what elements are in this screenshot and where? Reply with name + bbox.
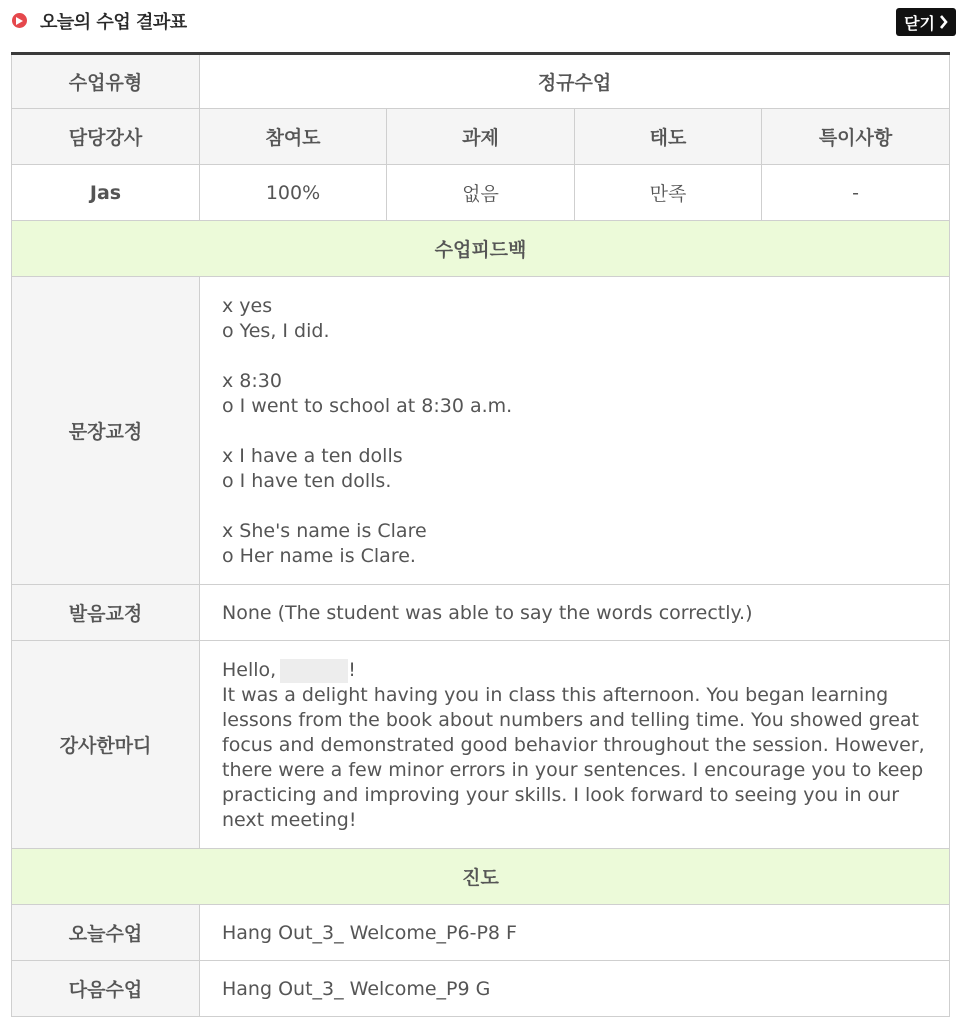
column-header-notes: 특이사항 — [762, 109, 950, 165]
sentence-corrections — [200, 277, 950, 585]
correction-right: o Her name is Clare. — [222, 545, 416, 567]
result-header — [12, 4, 956, 38]
correction-right: o Yes, I did. — [222, 320, 330, 342]
sentence-correction-label: 문장교정 — [12, 277, 200, 585]
notes-value: - — [762, 165, 950, 221]
feedback-section-header: 수업피드백 — [12, 221, 950, 277]
pronunciation-value: None (The student was able to say the words correctly.) — [200, 585, 950, 641]
correction-wrong: x I have a ten dolls — [222, 445, 403, 467]
correction-item — [222, 369, 948, 419]
table-row — [12, 585, 950, 641]
correction-item — [222, 444, 948, 494]
chevron-right-icon — [939, 15, 948, 29]
attitude-value: 만족 — [575, 165, 762, 221]
play-circle-icon — [12, 13, 27, 28]
close-button-label: 닫기 — [904, 13, 935, 33]
homework-value: 없음 — [387, 165, 575, 221]
column-header-participation: 참여도 — [200, 109, 387, 165]
class-result-table — [11, 52, 950, 1017]
comment-body: It was a delight having you in class this afternoon. You began learning lessons from the book about numbers and telling time. You showed great focus and demonstrated good behavior throughout the session. However, there were a few minor errors in your sentences. I encourage you to keep practicing and improving your skills. I look forward to seeing you in our next meeting! — [222, 684, 925, 831]
close-button[interactable] — [896, 8, 956, 36]
teacher-comment-label: 강사한마디 — [12, 641, 200, 849]
correction-right: o I went to school at 8:30 a.m. — [222, 395, 513, 417]
column-header-homework: 과제 — [387, 109, 575, 165]
correction-wrong: x yes — [222, 295, 273, 317]
correction-wrong: x She's name is Clare — [222, 520, 427, 542]
teacher-name: Jas — [12, 165, 200, 221]
table-row — [12, 54, 950, 109]
progress-section-header: 진도 — [12, 849, 950, 905]
pronunciation-label: 발음교정 — [12, 585, 200, 641]
class-type-label: 수업유형 — [12, 54, 200, 109]
table-row — [12, 961, 950, 1017]
correction-right: o I have ten dolls. — [222, 470, 392, 492]
class-type-value: 정규수업 — [200, 54, 950, 109]
table-row — [12, 905, 950, 961]
next-class-value: Hang Out_3_ Welcome_P9 G — [200, 961, 950, 1017]
table-row — [12, 641, 950, 849]
next-class-label: 다음수업 — [12, 961, 200, 1017]
page-title: 오늘의 수업 결과표 — [40, 12, 187, 33]
correction-wrong: x 8:30 — [222, 370, 282, 392]
teacher-comment — [200, 641, 950, 849]
correction-item — [222, 519, 948, 569]
table-row — [12, 849, 950, 905]
redacted-name — [280, 659, 348, 683]
participation-value: 100% — [200, 165, 387, 221]
comment-greeting-line — [222, 658, 947, 683]
column-header-teacher: 담당강사 — [12, 109, 200, 165]
today-class-label: 오늘수업 — [12, 905, 200, 961]
column-header-attitude: 태도 — [575, 109, 762, 165]
correction-item — [222, 294, 948, 344]
today-class-value: Hang Out_3_ Welcome_P6-P8 F — [200, 905, 950, 961]
table-row — [12, 221, 950, 277]
comment-greeting-end: ! — [348, 659, 356, 681]
table-row — [12, 277, 950, 585]
table-row — [12, 165, 950, 221]
comment-greeting: Hello, — [222, 659, 277, 681]
table-row — [12, 109, 950, 165]
